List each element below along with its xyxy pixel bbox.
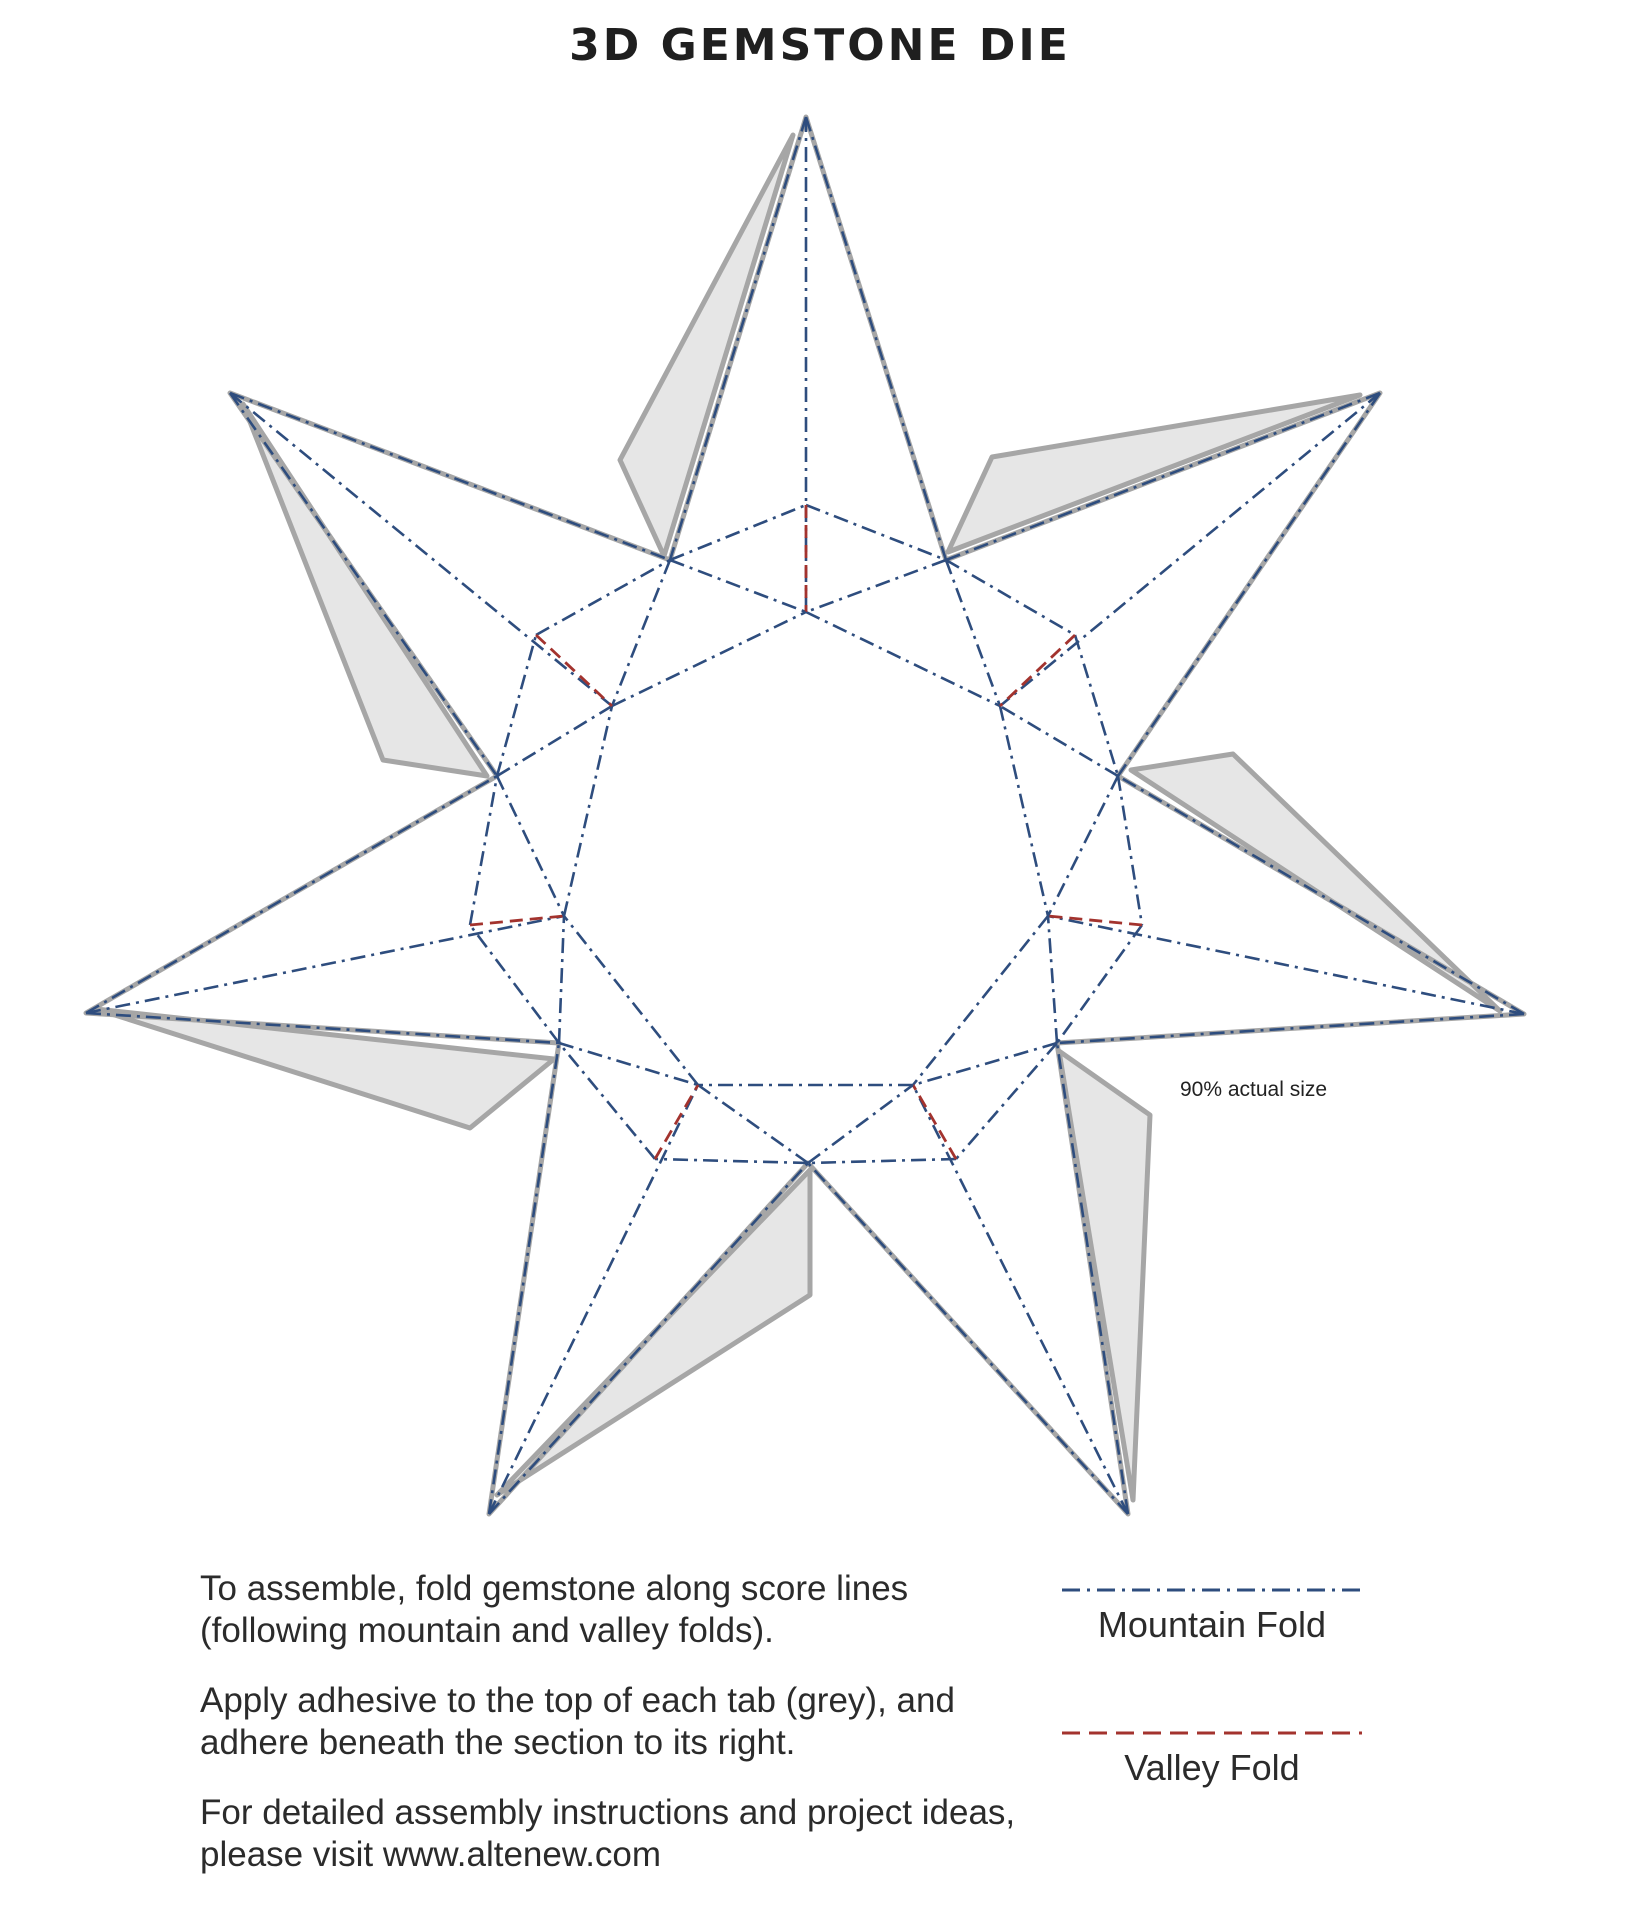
mountain-fold-line	[497, 776, 564, 916]
mountain-fold-line	[612, 560, 670, 706]
mountain-fold-line	[230, 393, 612, 706]
mountain-fold-line	[1048, 776, 1118, 916]
valley-fold-line	[536, 635, 612, 706]
instruction-fold: To assemble, fold gemstone along score lines (following mountain and valley folds).	[200, 1569, 909, 1650]
scale-note: 90% actual size	[1180, 1078, 1328, 1101]
instruction-adhesive: Apply adhesive to the top of each tab (grey), and adhere beneath the section to its right.	[200, 1681, 955, 1762]
mountain-fold-line	[806, 560, 946, 612]
mountain-fold-line	[806, 117, 946, 560]
legend-valley-fold	[1062, 1731, 1362, 1789]
mountain-fold-line	[559, 916, 564, 1043]
mountain-fold-line	[946, 560, 1075, 635]
valley-fold-line	[913, 1085, 956, 1159]
mountain-fold-line	[808, 1159, 956, 1163]
mountain-fold-line	[559, 1043, 655, 1159]
mountain-fold-line	[564, 706, 612, 916]
fold-lines	[86, 117, 1524, 1514]
valley-fold-line	[1000, 635, 1075, 706]
mountain-fold-line	[913, 916, 1048, 1085]
mountain-fold-line	[956, 1043, 1057, 1159]
mountain-fold-line	[86, 916, 564, 1013]
glue-tab-4	[1059, 1051, 1150, 1500]
glue-tabs	[96, 135, 1500, 1500]
mountain-fold-line-sample	[1062, 1588, 1362, 1592]
legend-mountain-label: Mountain Fold	[1097, 1604, 1327, 1645]
mountain-fold-line	[1048, 916, 1057, 1043]
mountain-fold-line	[913, 1043, 1057, 1085]
valley-fold-line	[1048, 916, 1142, 925]
legend-mountain-fold	[1062, 1588, 1362, 1646]
mountain-fold-line	[1057, 1014, 1524, 1043]
mountain-fold-line	[808, 1085, 913, 1163]
mountain-fold-line	[1118, 776, 1142, 925]
valley-fold-line	[470, 916, 564, 925]
star-outline	[86, 117, 1524, 1514]
mountain-fold-line	[670, 505, 806, 560]
valley-fold-line-sample	[1062, 1731, 1362, 1735]
mountain-fold-line	[670, 560, 806, 612]
assembly-instructions	[200, 1568, 1060, 1904]
mountain-fold-line	[806, 505, 946, 560]
mountain-fold-line	[470, 925, 559, 1043]
legend-valley-label: Valley Fold	[1124, 1747, 1300, 1788]
page-title: 3D GEMSTONE DIE	[569, 20, 1071, 71]
glue-tab-2	[948, 395, 1360, 552]
glue-tab-3	[1131, 754, 1500, 1011]
mountain-fold-line	[536, 560, 670, 635]
mountain-fold-line	[612, 612, 806, 706]
mountain-fold-line	[470, 776, 497, 925]
mountain-fold-line	[559, 1043, 698, 1085]
mountain-fold-line	[230, 393, 497, 776]
mountain-fold-line	[655, 1159, 808, 1163]
mountain-fold-line	[564, 916, 698, 1085]
mountain-fold-line	[1000, 706, 1048, 916]
mountain-fold-line	[698, 1085, 808, 1163]
glue-tab-1	[620, 135, 793, 556]
mountain-fold-line	[1057, 925, 1142, 1043]
instruction-website: For detailed assembly instructions and project ideas, please visit www.altenew.com	[200, 1793, 1016, 1874]
valley-fold-line	[655, 1085, 698, 1159]
mountain-fold-line	[1000, 706, 1118, 776]
star-outline-shape	[86, 117, 1524, 1514]
